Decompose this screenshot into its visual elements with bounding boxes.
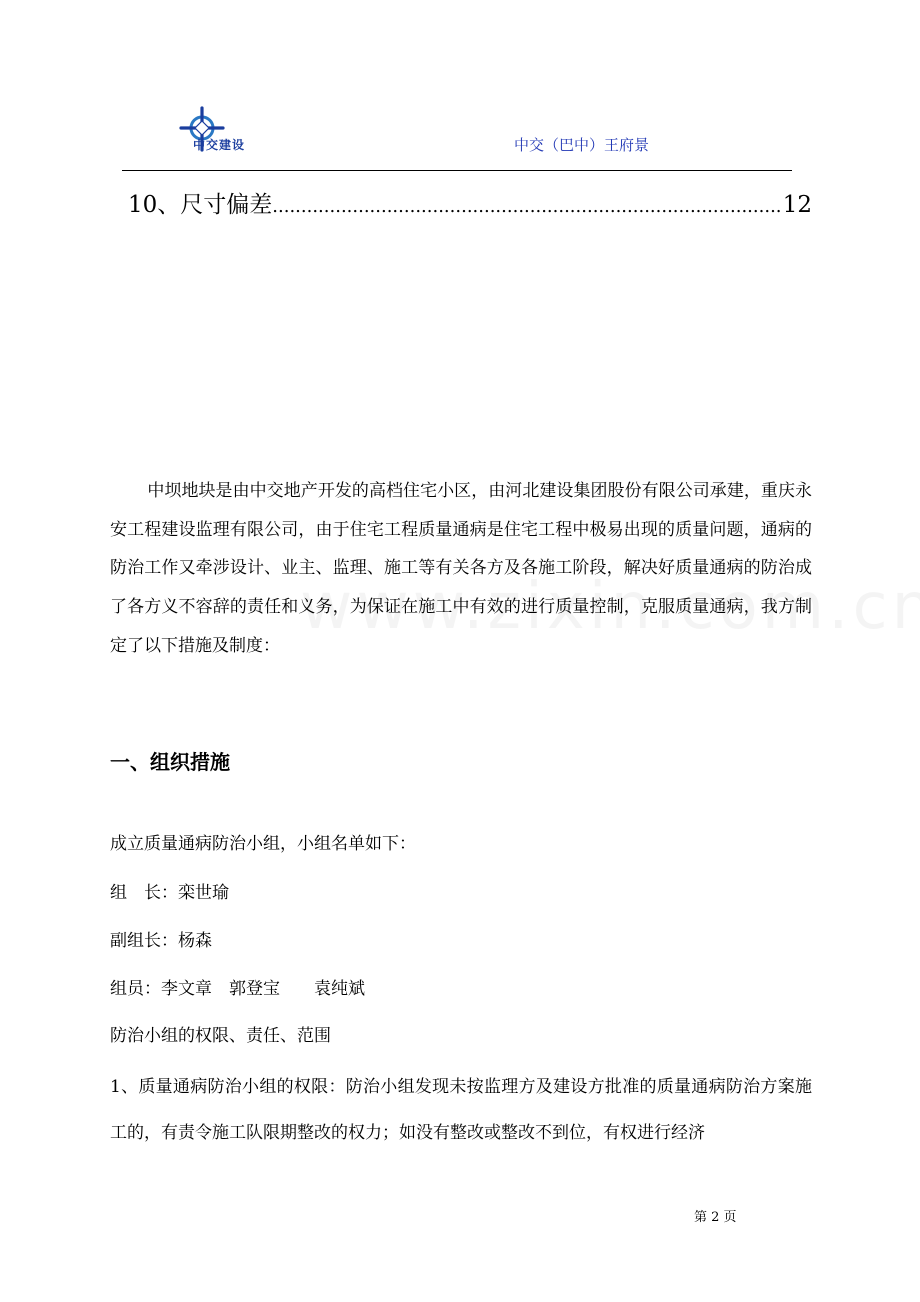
header-project-name: 中交（巴中）王府景 (514, 136, 650, 154)
authority-paragraph: 1、质量通病防治小组的权限：防治小组发现未按监理方及建设方批准的质量通病防治方案施工的，有责令施工队限期整改的权力；如没有整改或整改不到位，有权进行经济 (110, 1077, 812, 1143)
toc-entry[interactable] (128, 186, 812, 216)
deputy-leader-line: 副组长：杨森 (110, 931, 212, 951)
logo-text: 中交建设 (193, 138, 246, 152)
members-line: 组员：李文章 郭登宝 袁纯斌 (110, 979, 365, 999)
toc-entry-page: 12 (782, 192, 812, 218)
scope-heading-line: 防治小组的权限、责任、范围 (110, 1026, 331, 1046)
toc-dot-leader (272, 196, 782, 217)
section-title: 一、组织措施 (110, 750, 230, 774)
group-intro-line: 成立质量通病防治小组，小组名单如下： (110, 834, 416, 854)
toc-entry-title: 10、尺寸偏差 (128, 192, 273, 218)
page-number: 第 2 页 (694, 1210, 737, 1225)
header-divider (122, 170, 792, 171)
intro-paragraph: 中坝地块是由中交地产开发的高档住宅小区，由河北建设集团股份有限公司承建，重庆永安工程建设监理有限公司，由于住宅工程质量通病是住宅工程中极易出现的质量问题，通病的防治工作又牵涉设计、业主、监理、施工等有关各方及各施工阶段，解决好质量通病的防治成了各方义不容辞的责任和义务，为保证在施工中有效的进行质量控制，克服质量通病，我方制定了以下措施及制度： (110, 481, 812, 656)
leader-line: 组 长：栾世瑜 (110, 883, 229, 903)
